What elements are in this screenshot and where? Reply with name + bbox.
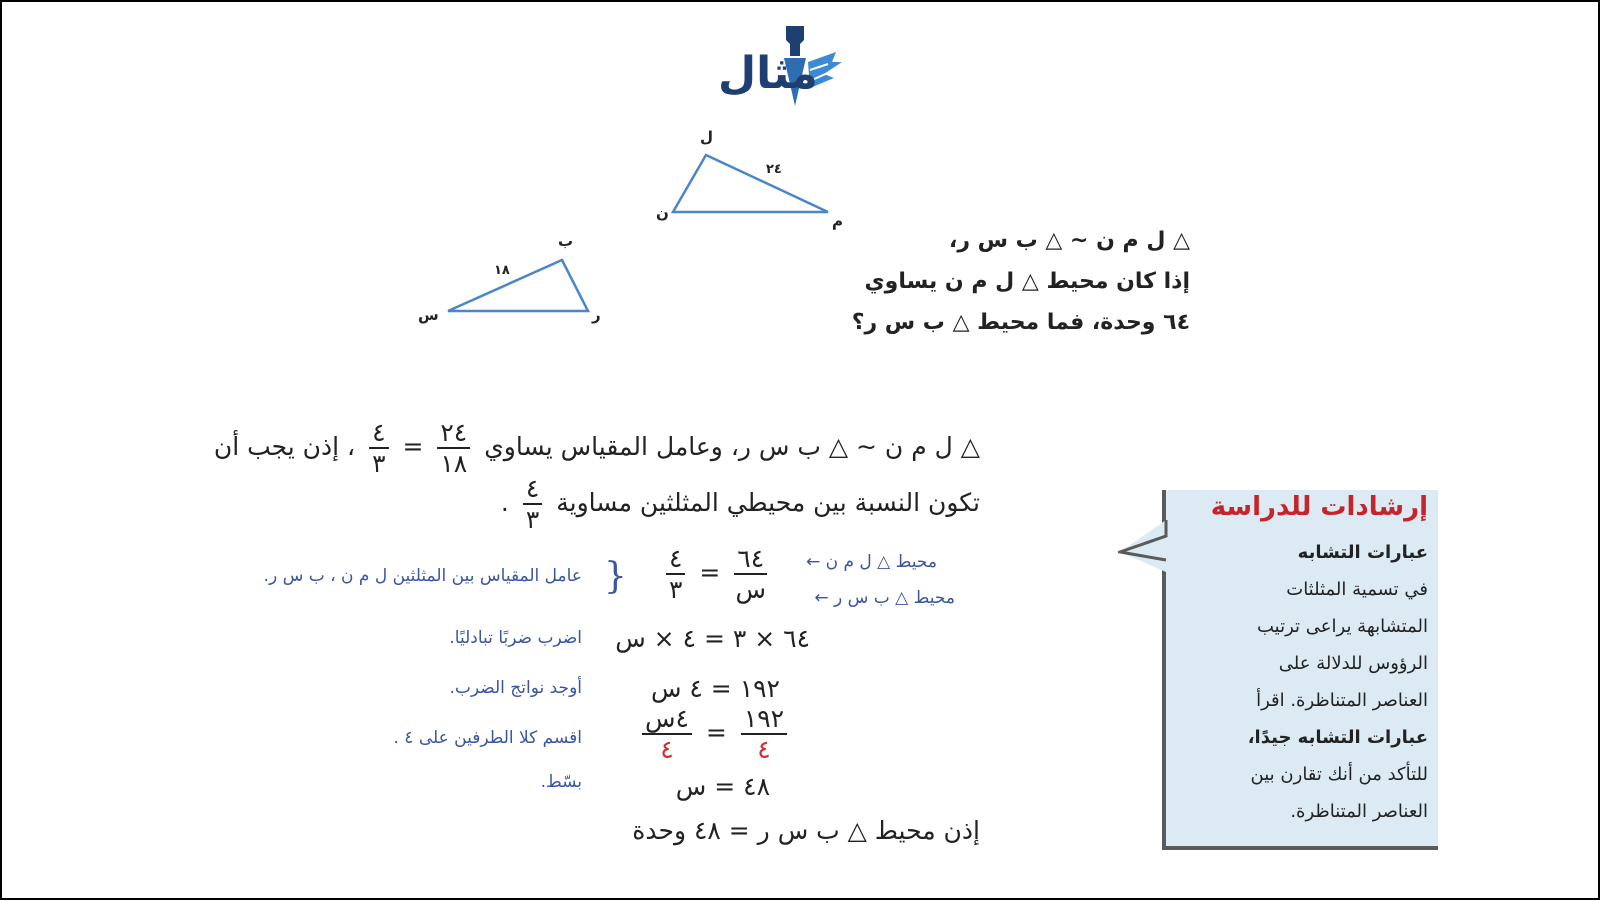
fraction-numerator: ٢٤ [437, 420, 470, 449]
callout-pointer [1118, 516, 1168, 576]
fraction-denominator: ٤ [660, 735, 674, 764]
study-tip-line: الرؤوس للدلالة على [1278, 653, 1428, 674]
study-tip-line: العناصر المتناظرة. اقرأ [1256, 690, 1428, 711]
note-divide: اقسم كلا الطرفين على ٤ . [393, 728, 582, 748]
vertex-l-label: ل [700, 128, 714, 146]
fraction-numerator: ٤س [642, 706, 692, 735]
arrow-left-icon: ← [805, 552, 821, 572]
triangle-lmn [660, 150, 840, 220]
study-tips-title: إرشادات للدراسة [1210, 492, 1428, 522]
note-cross-multiply: اضرب ضربًا تبادليًا. [449, 628, 582, 648]
problem-line-3: ٦٤ وحدة، فما محيط △ ب س ر؟ [851, 310, 1190, 335]
perimeter-bsr-label [772, 588, 955, 608]
step5-simplify: ٤٨ = س [675, 772, 770, 801]
study-tip-line: المتشابهة يراعى ترتيب [1256, 616, 1428, 637]
fraction-denominator: ١٨ [440, 449, 468, 478]
study-tip-line: عبارات التشابه [1297, 542, 1428, 563]
step4-divide [636, 706, 793, 762]
intro-text-b: ، إذن يجب أن [213, 432, 356, 461]
side-lm-label: ٢٤ [766, 162, 782, 177]
triangle-bsr [440, 255, 600, 315]
intro-line2-end: . [500, 488, 509, 517]
fraction-24-18 [437, 420, 470, 476]
step4-equals: = [705, 718, 727, 747]
fraction-denominator: س [735, 575, 766, 604]
fraction-4s-over-4 [642, 706, 692, 762]
fraction-numerator: ٤ [666, 546, 685, 575]
study-tip-line: العناصر المتناظرة. [1290, 801, 1428, 822]
fraction-4-3-b [523, 476, 542, 532]
vertex-r-label: ر [592, 306, 601, 324]
vertex-b-label: ب [558, 232, 574, 250]
equals-sign: = [402, 432, 424, 461]
step1-equals: = [699, 558, 721, 587]
intro-line2-text: تكون النسبة بين محيطي المثلثين مساوية [556, 488, 980, 517]
example-logo [718, 22, 854, 118]
fraction-64-over-s [734, 546, 767, 602]
fraction-denominator: ٣ [525, 505, 540, 534]
perimeter-lmn-text: محيط △ ل م ن [825, 552, 937, 572]
problem-line-2: إذا كان محيط △ ل م ن يساوي [864, 269, 1190, 294]
perimeter-bsr-text: محيط △ ب س ر [833, 588, 955, 608]
perimeter-lmn-label [772, 552, 937, 572]
vertex-m-label: م [832, 212, 843, 230]
intro-text-a: △ ل م ن ∽ △ ب س ر، وعامل المقياس يساوي [484, 432, 980, 461]
fraction-numerator: ٤ [523, 476, 542, 505]
arrow-left-icon: ← [814, 588, 829, 608]
fraction-numerator: ١٩٢ [741, 706, 787, 735]
fraction-4-over-3 [666, 546, 685, 602]
study-tip-line: للتأكد من أنك تقارن بين [1250, 764, 1428, 785]
fraction-denominator: ٤ [757, 735, 771, 764]
study-tip-line: عبارات التشابه جيدًا، [1247, 727, 1428, 748]
logo-text: مثال [718, 48, 818, 99]
note-products: أوجد نواتج الضرب. [449, 678, 582, 698]
fraction-denominator: ٣ [669, 575, 683, 604]
vertex-n-label: ن [656, 204, 669, 222]
fraction-4-3 [369, 420, 388, 476]
step1-proportion [660, 546, 773, 602]
note-simplify: بسّط. [540, 772, 582, 792]
solution-intro-line-1 [160, 420, 980, 476]
conclusion: إذن محيط △ ب س ر = ٤٨ وحدة [632, 816, 980, 845]
fraction-numerator: ٤ [369, 420, 388, 449]
study-tip-line: في تسمية المثلثات [1286, 579, 1428, 600]
problem-statement [790, 220, 1190, 343]
study-tips-content [1170, 542, 1428, 838]
step3-products: ١٩٢ = ٤ س [650, 674, 780, 703]
side-bs-label: ١٨ [494, 263, 510, 278]
solution-intro-line-2 [160, 476, 980, 532]
curly-brace: } [604, 556, 627, 597]
note-scale-factor: عامل المقياس بين المثلثين ل م ن ، ب س ر. [263, 566, 582, 586]
step2-cross-multiply: ٦٤ × ٣ = ٤ × س [615, 624, 810, 653]
fraction-192-over-4 [741, 706, 787, 762]
fraction-denominator: ٣ [372, 449, 386, 478]
fraction-numerator: ٦٤ [734, 546, 767, 575]
problem-line-1: △ ل م ن ∽ △ ب س ر، [948, 228, 1190, 253]
vertex-s-label: س [418, 306, 439, 324]
